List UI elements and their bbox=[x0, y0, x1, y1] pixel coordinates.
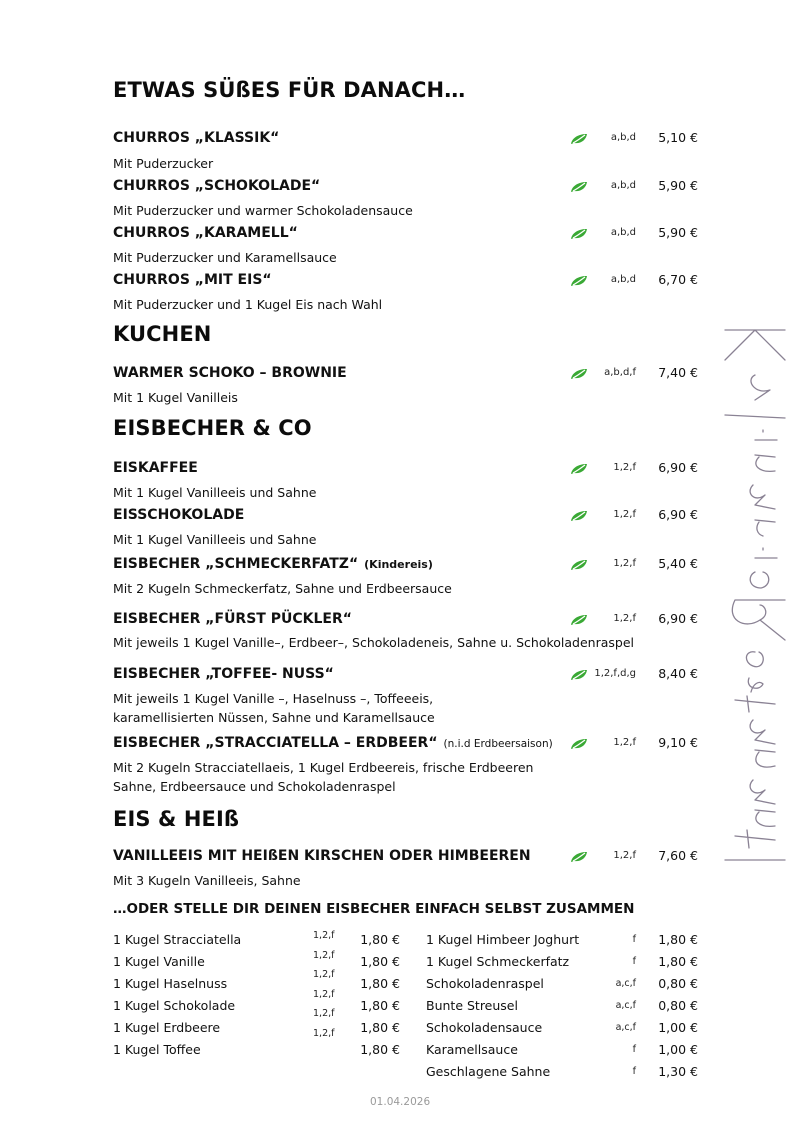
addon-price: 1,00 € bbox=[658, 1042, 698, 1057]
menu-item-name bbox=[113, 178, 320, 194]
allergen-codes: a,b,d bbox=[610, 274, 636, 285]
menu-item-description bbox=[113, 758, 533, 796]
description-line: Mit 3 Kugeln Vanilleeis, Sahne bbox=[113, 873, 301, 888]
item-note: (Kindereis) bbox=[364, 558, 433, 571]
addon-label: 1 Kugel Schokolade bbox=[113, 998, 236, 1013]
addon-label: Bunte Streusel bbox=[426, 998, 518, 1013]
addon-allergens: 1,2,f bbox=[313, 988, 335, 1000]
addon-label: 1 Kugel Haselnuss bbox=[113, 976, 228, 991]
description-line: Mit 1 Kugel Vanilleeis und Sahne bbox=[113, 532, 317, 547]
addon-price: 0,80 € bbox=[658, 976, 698, 991]
item-price: 9,10 € bbox=[658, 735, 698, 750]
menu-item-name bbox=[113, 735, 553, 751]
addon-allergens: f bbox=[632, 1066, 636, 1077]
addon-label: 1 Kugel Toffee bbox=[113, 1042, 201, 1057]
allergen-codes: 1,2,f bbox=[613, 613, 636, 624]
addon-allergens: f bbox=[632, 956, 636, 967]
menu-item-name bbox=[113, 666, 334, 682]
allergen-codes: 1,2,f bbox=[613, 737, 636, 748]
addon-allergens: f bbox=[632, 1044, 636, 1055]
description-line: Mit jeweils 1 Kugel Vanille –, Haselnuss –, Toffeeeis, bbox=[113, 691, 434, 706]
addon-price: 1,80 € bbox=[360, 1042, 400, 1057]
addon-allergens: a,c,f bbox=[615, 1000, 636, 1011]
item-title: EISBECHER „SCHMECKERFATZ“ bbox=[113, 556, 359, 572]
description-line: Mit Puderzucker und 1 Kugel Eis nach Wahl bbox=[113, 297, 383, 312]
menu-item-name bbox=[113, 848, 531, 864]
menu-item-name bbox=[113, 556, 433, 572]
addon-allergens: f bbox=[632, 934, 636, 945]
brand-script-logo bbox=[715, 300, 795, 870]
item-price: 6,90 € bbox=[658, 507, 698, 522]
addon-price: 1,80 € bbox=[360, 954, 400, 969]
menu-item-description bbox=[113, 248, 337, 267]
item-price: 7,40 € bbox=[658, 365, 698, 380]
menu-item-description bbox=[113, 530, 316, 549]
section-heading-dessert: ETWAS SÜßES FÜR DANACH… bbox=[113, 78, 466, 102]
menu-item-description bbox=[113, 689, 435, 727]
item-title: EISBECHER „STRACCIATELLA – ERDBEER“ bbox=[113, 735, 438, 751]
addon-price: 1,30 € bbox=[658, 1064, 698, 1079]
addon-allergens: 1,2,f bbox=[313, 1008, 335, 1019]
menu-item-description bbox=[113, 154, 213, 173]
item-title: EISBECHER „FÜRST PÜCKLER“ bbox=[113, 611, 352, 627]
menu-item-name bbox=[113, 611, 352, 627]
addon-label: 1 Kugel Stracciatella bbox=[113, 932, 242, 947]
item-price: 5,90 € bbox=[658, 178, 698, 193]
menu-item-name bbox=[113, 507, 244, 523]
section-heading-kuchen: KUCHEN bbox=[113, 322, 212, 346]
addon-price: 1,80 € bbox=[658, 954, 698, 969]
menu-item-description bbox=[113, 483, 316, 502]
menu-item-description bbox=[113, 579, 452, 598]
item-title: VANILLEEIS MIT HEIßEN KIRSCHEN ODER HIMBEEREN bbox=[113, 848, 531, 864]
item-title: CHURROS „SCHOKOLADE“ bbox=[113, 178, 321, 194]
addon-price: 1,80 € bbox=[360, 976, 400, 991]
item-price: 7,60 € bbox=[658, 848, 698, 863]
section-heading-eis-heiss: EIS & HEIß bbox=[113, 807, 240, 831]
addon-price: 1,80 € bbox=[360, 998, 400, 1013]
addon-price: 1,80 € bbox=[360, 1020, 400, 1035]
addon-label: Schokoladensauce bbox=[426, 1020, 543, 1035]
addon-label: 1 Kugel Erdbeere bbox=[113, 1020, 221, 1035]
menu-item-description bbox=[113, 201, 413, 220]
item-price: 5,10 € bbox=[658, 130, 698, 145]
menu-item-name bbox=[113, 272, 272, 288]
description-line: Sahne, Erdbeersauce und Schokoladenraspel bbox=[113, 779, 396, 794]
menu-item-name bbox=[113, 460, 198, 476]
menu-item-description bbox=[113, 633, 634, 652]
menu-item-name bbox=[113, 365, 347, 381]
addon-label: 1 Kugel Himbeer Joghurt bbox=[426, 932, 580, 947]
item-price: 8,40 € bbox=[658, 666, 698, 681]
addon-label: Karamellsauce bbox=[426, 1042, 518, 1057]
description-line: Mit 2 Kugeln Stracciatellaeis, 1 Kugel Erdbeereis, frische Erdbeeren bbox=[113, 760, 534, 775]
addon-allergens: 1,2,f bbox=[313, 930, 335, 941]
description-line: Mit Puderzucker und warmer Schokoladensauce bbox=[113, 203, 413, 218]
item-title: CHURROS „KLASSIK“ bbox=[113, 130, 280, 146]
item-title: CHURROS „MIT EIS“ bbox=[113, 272, 272, 288]
allergen-codes: 1,2,f bbox=[613, 850, 636, 861]
description-line: Mit jeweils 1 Kugel Vanille–, Erdbeer–, Schokoladeneis, Sahne u. Schokoladenraspel bbox=[113, 635, 635, 650]
section-heading-eisbecher: EISBECHER & CO bbox=[113, 416, 312, 440]
addon-price: 1,80 € bbox=[658, 932, 698, 947]
menu-item-description bbox=[113, 295, 382, 314]
addon-label: Schokoladenraspel bbox=[426, 976, 544, 991]
menu-item-description bbox=[113, 388, 238, 407]
item-price: 6,90 € bbox=[658, 611, 698, 626]
description-line: Mit 1 Kugel Vanilleis bbox=[113, 390, 238, 405]
item-price: 5,40 € bbox=[658, 556, 698, 571]
build-your-own-heading: …ODER STELLE DIR DEINEN EISBECHER EINFACH SELBST ZUSAMMEN bbox=[113, 901, 635, 917]
allergen-codes: a,b,d bbox=[610, 180, 636, 191]
description-line: Mit Puderzucker und Karamellsauce bbox=[113, 250, 337, 265]
addon-label: Geschlagene Sahne bbox=[426, 1064, 551, 1079]
allergen-codes: a,b,d bbox=[610, 132, 636, 143]
addon-label: 1 Kugel Vanille bbox=[113, 954, 205, 969]
allergen-codes: 1,2,f,d,g bbox=[594, 668, 636, 679]
addon-label: 1 Kugel Schmeckerfatz bbox=[426, 954, 570, 969]
addon-price: 0,80 € bbox=[658, 998, 698, 1013]
menu-item-name bbox=[113, 225, 298, 241]
addon-price: 1,00 € bbox=[658, 1020, 698, 1035]
item-price: 6,70 € bbox=[658, 272, 698, 287]
description-line: Mit 1 Kugel Vanilleeis und Sahne bbox=[113, 485, 317, 500]
description-line: Mit Puderzucker bbox=[113, 156, 214, 171]
item-note: (n.i.d Erdbeersaison) bbox=[443, 738, 553, 750]
menu-item-description bbox=[113, 871, 301, 890]
allergen-codes: a,b,d,f bbox=[604, 367, 636, 378]
item-title: CHURROS „KARAMELL“ bbox=[113, 225, 298, 241]
allergen-codes: a,b,d bbox=[610, 227, 636, 238]
description-line: Mit 2 Kugeln Schmeckerfatz, Sahne und Erdbeersauce bbox=[113, 581, 452, 596]
item-price: 5,90 € bbox=[658, 225, 698, 240]
allergen-codes: 1,2,f bbox=[613, 558, 636, 569]
addon-allergens: 1,2,f bbox=[313, 969, 335, 980]
footer-date: 01.04.2026 bbox=[370, 1096, 431, 1108]
menu-item-name bbox=[113, 130, 279, 146]
description-line: karamellisierten Nüssen, Sahne und Karamellsauce bbox=[113, 710, 435, 725]
item-title: EISSCHOKOLADE bbox=[113, 507, 245, 523]
item-title: EISKAFFEE bbox=[113, 460, 198, 476]
item-price: 6,90 € bbox=[658, 460, 698, 475]
addon-allergens: 1,2,f bbox=[313, 949, 335, 961]
addon-allergens: a,c,f bbox=[615, 978, 636, 989]
item-title: EISBECHER „TOFFEE- NUSS“ bbox=[113, 666, 334, 682]
allergen-codes: 1,2,f bbox=[613, 462, 636, 473]
item-title: WARMER SCHOKO – BROWNIE bbox=[113, 365, 347, 381]
allergen-codes: 1,2,f bbox=[613, 509, 636, 520]
addon-allergens: a,c,f bbox=[615, 1022, 636, 1033]
addon-price: 1,80 € bbox=[360, 932, 400, 947]
addon-allergens: 1,2,f bbox=[313, 1027, 335, 1039]
